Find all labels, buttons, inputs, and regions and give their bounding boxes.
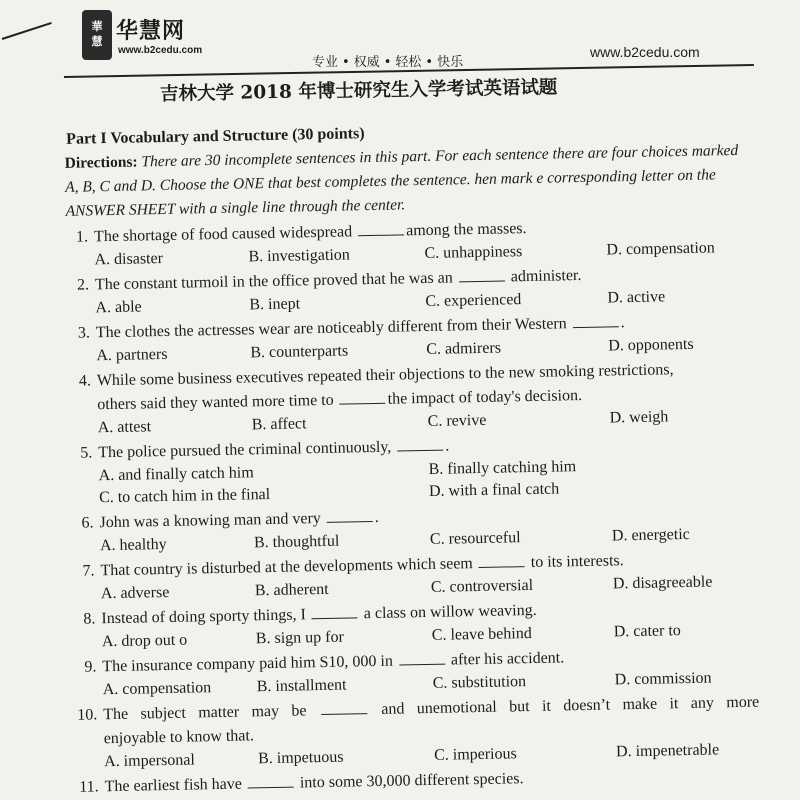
option: D. active: [607, 288, 666, 307]
answer-blank: [321, 699, 367, 715]
option: B. adherent: [254, 580, 329, 600]
slogan: 专业 • 权威 • 轻松 • 快乐: [312, 55, 464, 70]
question: 6. John was a knowing man and very . A. healthy B. thoughtful C. resourceful D. energetic: [65, 499, 756, 558]
pen-mark: [2, 22, 52, 40]
site-url: www.b2cedu.com: [590, 44, 700, 60]
option: C. unhappiness: [424, 243, 523, 262]
option: C. leave behind: [431, 624, 532, 644]
option: C. admirers: [426, 339, 502, 358]
answer-blank: [479, 552, 525, 568]
question: 7. That country is disturbed at the developments which seem to its interests. A. adverse B. adherent C. controversial D. disagreeable: [66, 547, 757, 606]
logo-char-bottom: 慧: [91, 35, 103, 48]
answer-blank: [459, 266, 505, 282]
option: D. disagreeable: [612, 573, 713, 593]
answer-blank: [339, 389, 385, 405]
question: 5. The police pursued the criminal continuously, . A. and finally catch him B. finally catching him C. to catch him in the final D. with a final catch: [64, 429, 755, 510]
brand-logo: [82, 10, 112, 60]
directions: [64, 139, 749, 224]
question: 4. While some business executives repeated their objections to the new smoking restrictions, others said they wanted more time to the impact of today's decision. A. attest B. affect C. revive D. weigh: [63, 357, 754, 440]
option: B. impetuous: [257, 748, 344, 768]
question: 1. The shortage of food caused widespread among the masses. A. disaster B. investigation C. unhappiness D. compensation: [60, 213, 751, 272]
option: D. commission: [614, 669, 712, 689]
part-heading: Part I Vocabulary and Structure (30 points): [66, 125, 365, 148]
option: A. adverse: [100, 583, 170, 603]
option: C. substitution: [432, 673, 527, 692]
option: C. experienced: [425, 291, 522, 310]
option: A. attest: [97, 418, 152, 437]
option: C. revive: [427, 411, 487, 430]
option: B. thoughtful: [253, 532, 340, 552]
option: B. installment: [256, 676, 347, 696]
logo-char-top: 華: [91, 20, 103, 34]
answer-blank: [572, 312, 618, 328]
option: C. controversial: [430, 576, 534, 596]
exam-content: [58, 115, 761, 800]
option: D. cater to: [613, 622, 682, 641]
answer-blank: [358, 220, 404, 236]
directions-text: There are 30 incomplete sentences in this part. For each sentence there are four choices marked A, B, C and D. Choose the ONE that best completes the sentence. hen mark e corresponding letter on the ANSWER SHEET with a single line through the center.: [64, 141, 739, 220]
option: B. inept: [249, 295, 301, 314]
option: D. impenetrable: [615, 741, 720, 761]
option: A. partners: [96, 345, 168, 365]
option: D. opponents: [608, 335, 694, 355]
question: 2. The constant turmoil in the office proved that he was an administer. A. able B. inept C. experienced D. active: [61, 261, 752, 320]
question: 8. Instead of doing sporty things, I a class on willow weaving. A. drop out o B. sign up for C. leave behind D. cater to: [67, 595, 758, 654]
question: 10. The subject matter may be and unemotional but it doesn’t make it any more enjoyable to know that. A. impersonal B. impetuous C. imperious D. impenetrable: [69, 691, 760, 774]
option: A. disaster: [94, 250, 164, 269]
answer-blank: [248, 773, 294, 789]
page-title: 吉林大学 2018 年博士研究生入学考试英语试题: [159, 77, 558, 105]
answer-blank: [397, 436, 443, 452]
option: D. weigh: [609, 408, 669, 427]
option: C. imperious: [433, 745, 517, 764]
option: B. counterparts: [250, 342, 349, 362]
option: A. able: [95, 298, 142, 317]
option: B. sign up for: [255, 628, 344, 648]
answer-blank: [327, 507, 373, 523]
option: C. to catch him in the final: [98, 485, 271, 507]
option: B. affect: [251, 415, 307, 434]
question: 11. The earliest fish have into some 30,000 different species.: [79, 770, 524, 796]
brand-name: 华慧网: [116, 19, 186, 44]
answer-blank: [312, 603, 358, 619]
option: D. energetic: [611, 525, 690, 545]
option: C. resourceful: [429, 529, 521, 548]
option: B. investigation: [248, 246, 350, 266]
option: A. impersonal: [104, 751, 195, 771]
answer-blank: [399, 650, 445, 666]
brand-url: www.b2cedu.com: [118, 45, 203, 56]
question: 9. The insurance company paid him S10, 000 in after his accident. A. compensation B. installment C. substitution D. commission: [68, 643, 759, 702]
option: B. finally catching him: [428, 458, 577, 478]
directions-label: Directions:: [64, 153, 138, 172]
option: A. and finally catch him: [98, 464, 254, 485]
question: 3. The clothes the actresses wear are noticeably different from their Western . A. partners B. counterparts C. admirers D. opponents: [62, 309, 753, 368]
option: A. compensation: [102, 679, 212, 699]
option: A. drop out o: [101, 631, 188, 651]
option: A. healthy: [99, 535, 167, 555]
option: D. with a final catch: [428, 480, 560, 500]
option: D. compensation: [606, 239, 716, 259]
